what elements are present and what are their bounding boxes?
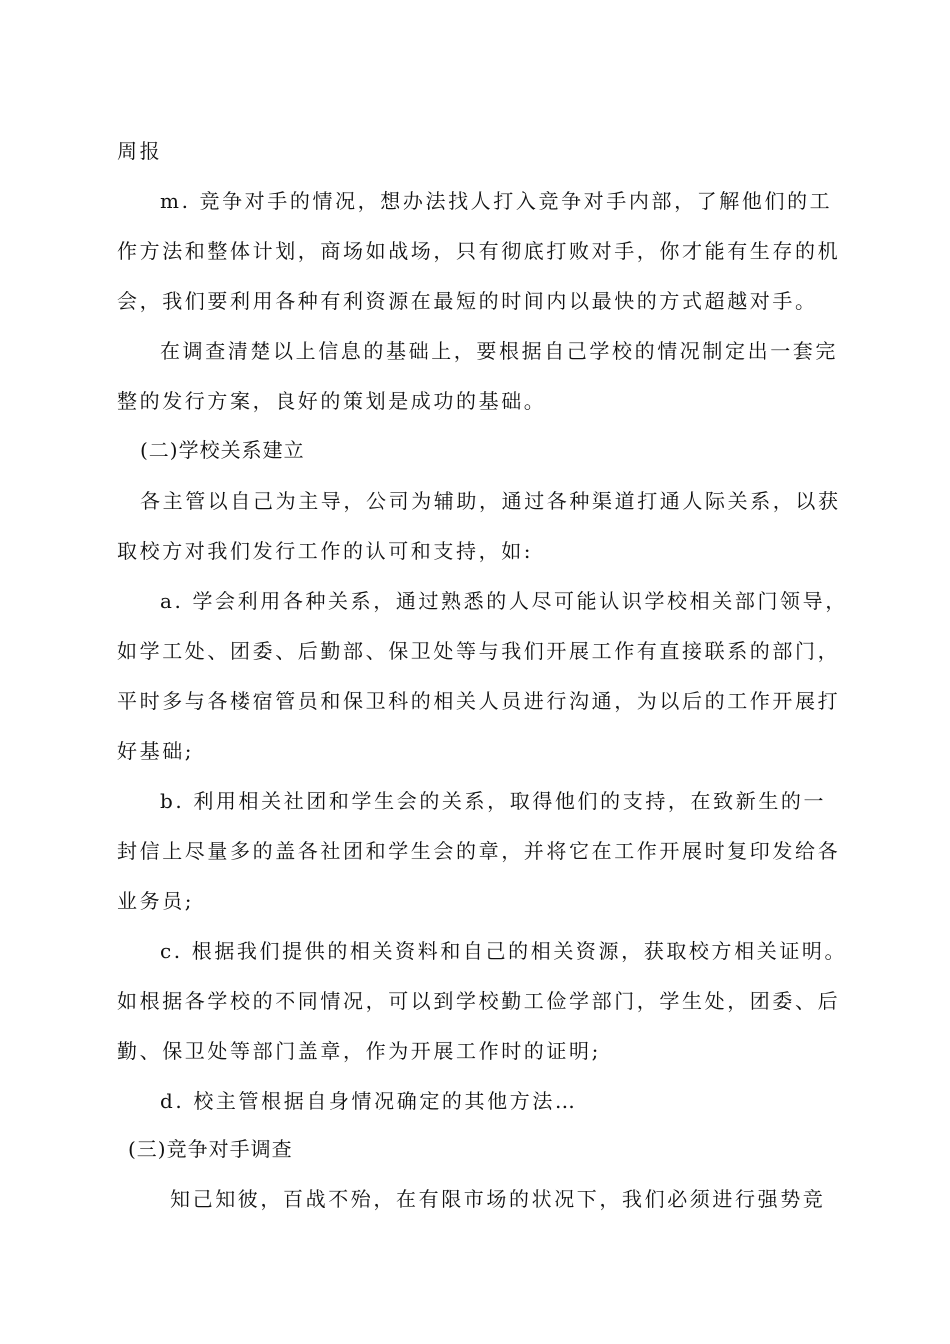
text-line-3: 作方法和整体计划，商场如战场，只有彻底打败对手，你才能有生存的机 bbox=[117, 239, 841, 263]
text-line-20: d. 校主管根据自身情况确定的其他方法… bbox=[160, 1089, 578, 1113]
text-line-11: 如学工处、团委、后勤部、保卫处等与我们开展工作有直接联系的部门， bbox=[117, 639, 841, 663]
text-line-8: 各主管以自己为主导，公司为辅助，通过各种渠道打通人际关系，以获 bbox=[140, 489, 841, 513]
text-line-10: a. 学会利用各种关系，通过熟悉的人尽可能认识学校相关部门领导， bbox=[160, 589, 848, 613]
text-line-1: 周报 bbox=[117, 139, 163, 163]
text-line-9: 取校方对我们发行工作的认可和支持，如: bbox=[117, 539, 534, 563]
text-line-18: 如根据各学校的不同情况，可以到学校勤工俭学部门，学生处，团委、后 bbox=[117, 989, 841, 1013]
section-heading-2: (二)学校关系建立 bbox=[140, 438, 305, 462]
text-line-19: 勤、保卫处等部门盖章，作为开展工作时的证明; bbox=[117, 1039, 601, 1063]
text-line-5: 在调查清楚以上信息的基础上，要根据自己学校的情况制定出一套完 bbox=[160, 339, 838, 363]
text-line-15: 封信上尽量多的盖各社团和学生会的章，并将它在工作开展时复印发给各 bbox=[117, 839, 841, 863]
text-line-17: c. 根据我们提供的相关资料和自己的相关资源，获取校方相关证明。 bbox=[160, 939, 848, 963]
text-line-12: 平时多与各楼宿管员和保卫科的相关人员进行沟通，为以后的工作开展打 bbox=[117, 689, 841, 713]
text-line-2: m. 竞争对手的情况，想办法找人打入竞争对手内部，了解他们的工 bbox=[160, 189, 833, 213]
text-line-16: 业务员; bbox=[117, 889, 195, 913]
text-line-14: b. 利用相关社团和学生会的关系，取得他们的支持，在致新生的一 bbox=[160, 789, 827, 813]
text-line-22: 知己知彼，百战不殆，在有限市场的状况下，我们必须进行强势竞 bbox=[170, 1187, 826, 1211]
text-line-6: 整的发行方案，良好的策划是成功的基础。 bbox=[117, 389, 547, 413]
text-line-13: 好基础; bbox=[117, 739, 195, 763]
section-heading-3: (三)竞争对手调查 bbox=[128, 1137, 293, 1161]
text-line-4: 会，我们要利用各种有利资源在最短的时间内以最快的方式超越对手。 bbox=[117, 289, 818, 313]
